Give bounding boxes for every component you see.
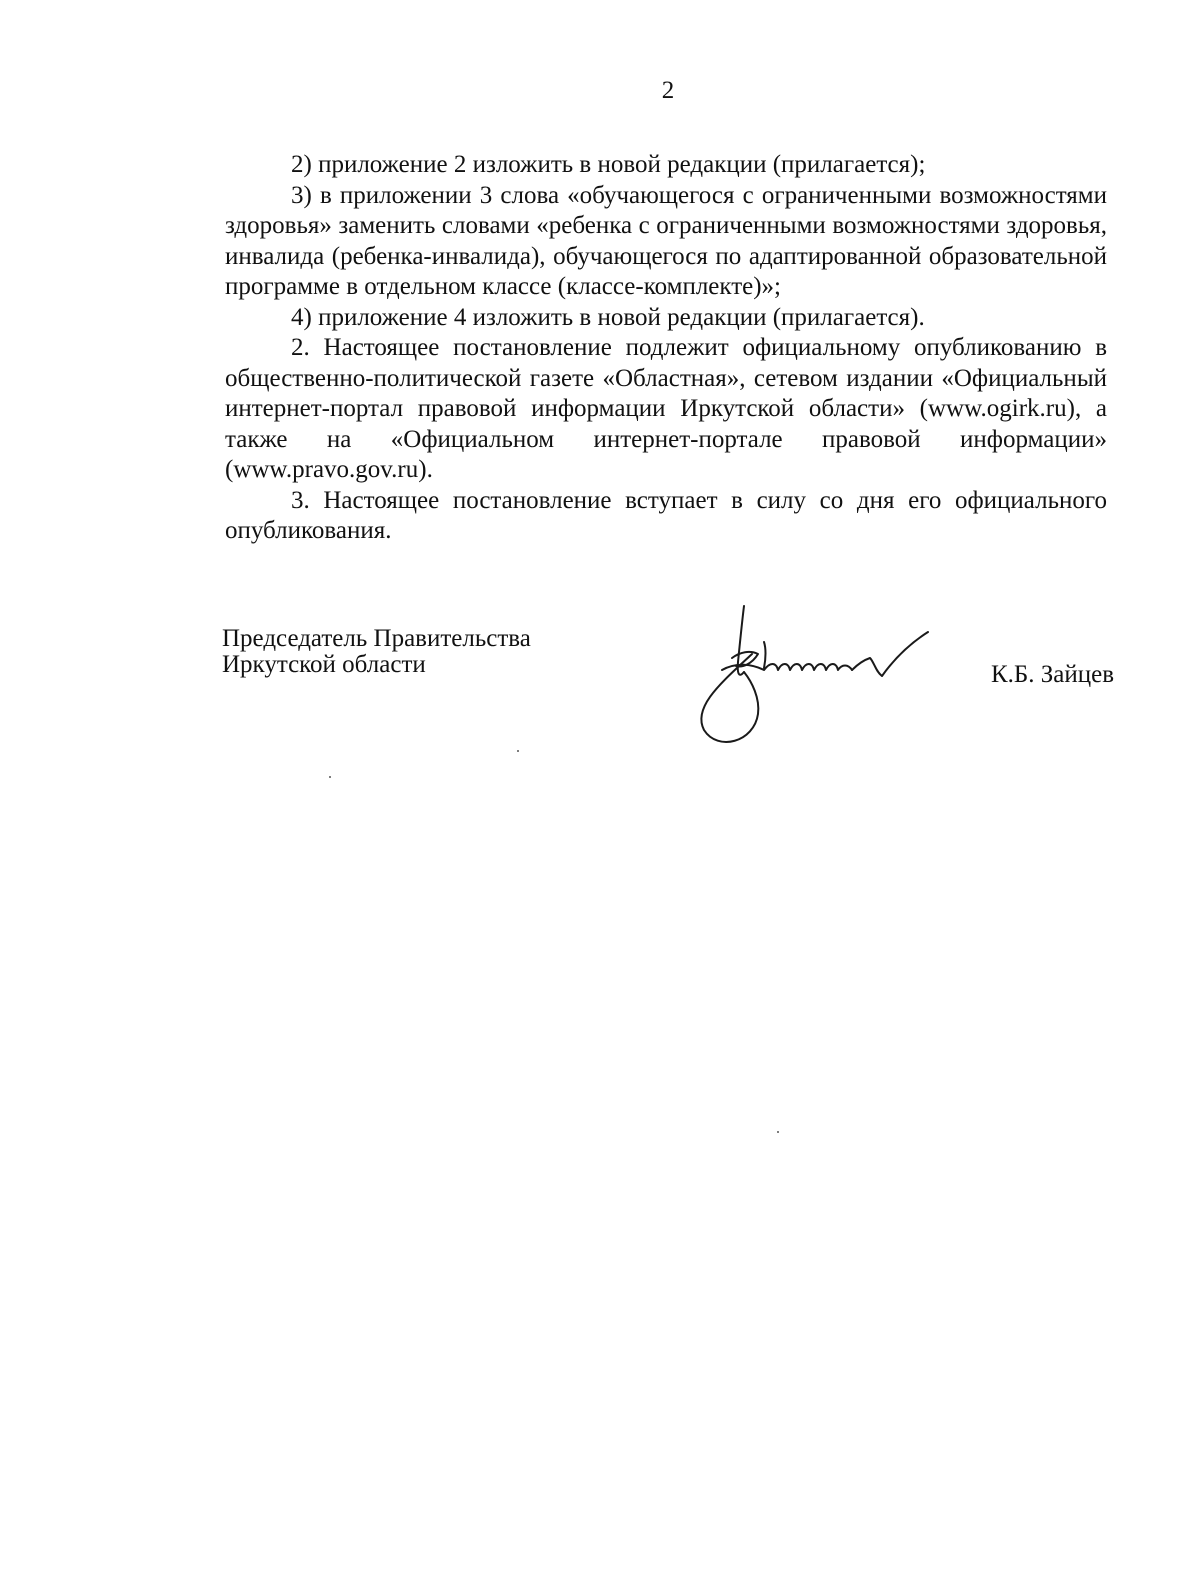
signer-name: К.Б. Зайцев	[990, 661, 1114, 688]
scan-speck	[517, 750, 519, 752]
paragraph-item-2: 2) приложение 2 изложить в новой редакции (прилагается);	[291, 151, 926, 178]
signatory-title	[222, 626, 531, 678]
scan-speck	[777, 1131, 779, 1133]
paragraph-item-3: 3) в приложении 3 слова «обучающегося с ограниченными возможностями здоровья» заменить словами «ребенка с ограниченными возможностями здоровья, инвалида (ребенка-инвалида), обучающегося по адаптированной образовательной программе в отдельном классе (классе-комплекте)»;	[225, 181, 1107, 300]
scan-speck	[329, 776, 331, 778]
paragraph-publication: 2. Настоящее постановление подлежит официальному опубликованию в общественно-политической газете «Областная», сетевом издании «Официальный интернет-портал правовой информации Иркутской области» (www.ogirk.ru), а также на «Официальном интернет-портале правовой информации» (www.pravo.gov.ru).	[225, 334, 1107, 483]
handwritten-signature	[692, 602, 942, 747]
document-body	[225, 150, 1107, 547]
signatory-title-line2: Иркутской области	[222, 651, 426, 678]
paragraph-entry-into-force: 3. Настоящее постановление вступает в силу со дня его официального опубликования.	[225, 486, 1107, 544]
signatory-title-line1: Председатель Правительства	[222, 625, 531, 652]
signature-block	[222, 626, 1114, 766]
page-number: 2	[661, 77, 675, 104]
paragraph-item-4: 4) приложение 4 изложить в новой редакции (прилагается).	[291, 303, 925, 331]
